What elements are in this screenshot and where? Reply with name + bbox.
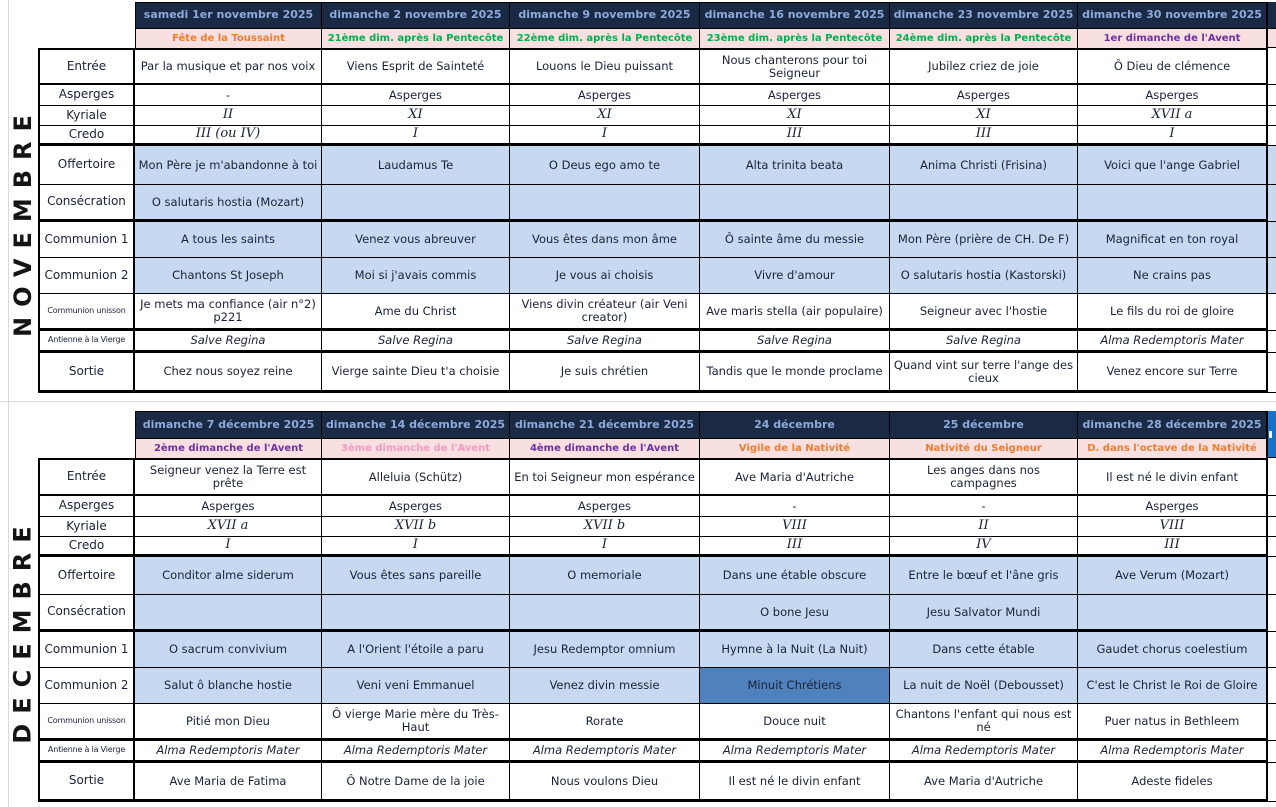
schedule-cell[interactable]: Ne crains pas — [1078, 258, 1268, 294]
schedule-cell[interactable]: Dans cette étable — [890, 632, 1078, 668]
schedule-cell[interactable] — [1078, 185, 1268, 222]
schedule-cell[interactable]: Le fils du roi de gloire — [1078, 294, 1268, 331]
feast-subheader-cell[interactable]: 2ème dimanche de l'Avent — [135, 439, 322, 458]
corner-cell — [38, 29, 135, 48]
schedule-cell[interactable]: Ô vierge Marie mère du Très-Haut — [322, 704, 510, 741]
schedule-cell[interactable]: En toi Seigneur mon espérance — [510, 458, 700, 496]
row-label-cell[interactable]: Kyriale — [38, 106, 135, 126]
schedule-cell[interactable]: I — [510, 126, 700, 146]
schedule-cell[interactable]: IV — [890, 537, 1078, 557]
schedule-cell[interactable] — [322, 595, 510, 632]
schedule-cell[interactable]: Venez vous abreuver — [322, 222, 510, 258]
schedule-cell[interactable]: Vierge sainte Dieu t'a choisie — [322, 353, 510, 393]
schedule-cell[interactable]: Nous chanterons pour toi Seigneur — [700, 48, 890, 85]
schedule-cell[interactable] — [510, 185, 700, 222]
schedule-cell[interactable]: I — [135, 537, 322, 557]
date-header-cell[interactable]: dimanche 14 décembre 2025 — [322, 411, 510, 439]
schedule-cell[interactable]: Minuit Chrétiens — [700, 668, 890, 704]
schedule-cell[interactable]: O salutaris hostia (Kastorski) — [890, 258, 1078, 294]
schedule-cell[interactable]: Alma Redemptoris Mater — [1078, 331, 1268, 353]
feast-subheader-cell[interactable]: 4ème dimanche de l'Avent — [510, 439, 700, 458]
schedule-cell[interactable]: Asperges — [700, 85, 890, 106]
date-header-cell[interactable]: samedi 1er novembre 2025 — [135, 2, 322, 29]
schedule-cell[interactable]: Alta trinita beata — [700, 146, 890, 185]
schedule-cell[interactable]: Mon Père je m'abandonne à toi — [135, 146, 322, 185]
schedule-cell[interactable]: Chez nous soyez reine — [135, 353, 322, 393]
date-header-cell[interactable]: 25 décembre — [890, 411, 1078, 439]
row-label-cell[interactable]: Communion 2 — [38, 258, 135, 294]
schedule-cell[interactable]: Alma Redemptoris Mater — [700, 741, 890, 763]
row-label-cell[interactable]: Asperges — [38, 85, 135, 106]
schedule-cell[interactable]: VIII — [1078, 517, 1268, 537]
schedule-cell[interactable]: Je mets ma confiance (air n°2) p221 — [135, 294, 322, 331]
feast-subheader-cell[interactable]: 24ème dim. après la Pentecôte — [890, 29, 1078, 48]
schedule-cell[interactable]: O memoriale — [510, 557, 700, 595]
schedule-cell[interactable]: Adeste fideles — [1078, 763, 1268, 802]
schedule-cell[interactable]: Salve Regina — [890, 331, 1078, 353]
schedule-cell[interactable]: Asperges — [135, 496, 322, 517]
schedule-cell[interactable]: Viens Esprit de Sainteté — [322, 48, 510, 85]
schedule-cell[interactable]: Jesu Redemptor omnium — [510, 632, 700, 668]
schedule-cell[interactable]: XI — [890, 106, 1078, 126]
schedule-cell[interactable]: II — [890, 517, 1078, 537]
row-label-cell[interactable]: Entrée — [38, 48, 135, 85]
date-header-cell[interactable]: dimanche 9 novembre 2025 — [510, 2, 700, 29]
schedule-cell[interactable]: Alleluia (Schütz) — [322, 458, 510, 496]
partial-next-column — [1268, 2, 1276, 393]
schedule-cell[interactable]: Chantons St Joseph — [135, 258, 322, 294]
schedule-cell[interactable]: Asperges — [1078, 85, 1268, 106]
schedule-cell[interactable]: Ame du Christ — [322, 294, 510, 331]
schedule-cell[interactable]: Dans une étable obscure — [700, 557, 890, 595]
row-label-cell[interactable]: Credo — [38, 126, 135, 146]
schedule-cell[interactable]: Mon Père (prière de CH. De F) — [890, 222, 1078, 258]
feast-subheader-cell[interactable]: Vigile de la Nativité — [700, 439, 890, 458]
schedule-cell[interactable]: Alma Redemptoris Mater — [135, 741, 322, 763]
schedule-cell[interactable]: XVII b — [510, 517, 700, 537]
schedule-cell[interactable]: Voici que l'ange Gabriel — [1078, 146, 1268, 185]
month-table-novembre — [38, 2, 1268, 393]
schedule-cell[interactable]: Salve Regina — [510, 331, 700, 353]
schedule-cell[interactable]: III — [1078, 537, 1268, 557]
row-label-cell[interactable]: Sortie — [38, 353, 135, 393]
schedule-cell[interactable]: Asperges — [890, 85, 1078, 106]
schedule-cell[interactable]: Par la musique et par nos voix — [135, 48, 322, 85]
schedule-cell[interactable]: Chantons l'enfant qui nous est né — [890, 704, 1078, 741]
schedule-cell[interactable]: Gaudet chorus coelestium — [1078, 632, 1268, 668]
schedule-cell[interactable]: XI — [510, 106, 700, 126]
corner-cell — [38, 411, 135, 439]
schedule-cell[interactable]: III — [700, 537, 890, 557]
schedule-cell[interactable]: Salve Regina — [135, 331, 322, 353]
schedule-cell[interactable]: XI — [700, 106, 890, 126]
schedule-cell[interactable]: Vivre d'amour — [700, 258, 890, 294]
schedule-cell[interactable]: Asperges — [510, 85, 700, 106]
schedule-cell[interactable]: La nuit de Noël (Debousset) — [890, 668, 1078, 704]
schedule-cell[interactable]: Salve Regina — [700, 331, 890, 353]
schedule-cell[interactable]: Douce nuit — [700, 704, 890, 741]
schedule-cell[interactable]: Veni veni Emmanuel — [322, 668, 510, 704]
schedule-cell[interactable] — [890, 185, 1078, 222]
schedule-cell[interactable]: XVII b — [322, 517, 510, 537]
schedule-cell[interactable]: III — [700, 126, 890, 146]
month-label — [8, 48, 38, 393]
row-label-cell[interactable]: Communion 2 — [38, 668, 135, 704]
date-header-cell[interactable]: dimanche 23 novembre 2025 — [890, 2, 1078, 29]
schedule-cell[interactable]: Alma Redemptoris Mater — [890, 741, 1078, 763]
schedule-cell[interactable]: Louons le Dieu puissant — [510, 48, 700, 85]
row-label-cell[interactable]: Offertoire — [38, 557, 135, 595]
schedule-cell[interactable]: - — [700, 496, 890, 517]
feast-subheader-cell[interactable]: Fête de la Toussaint — [135, 29, 322, 48]
schedule-cell[interactable]: I — [1078, 126, 1268, 146]
schedule-cell[interactable]: Hymne à la Nuit (La Nuit) — [700, 632, 890, 668]
row-label-cell[interactable]: Entrée — [38, 458, 135, 496]
schedule-cell[interactable]: - — [135, 85, 322, 106]
month-table-decembre — [38, 411, 1268, 802]
schedule-cell[interactable]: II — [135, 106, 322, 126]
schedule-cell[interactable]: Venez encore sur Terre — [1078, 353, 1268, 393]
row-label-cell[interactable]: Communion 1 — [38, 222, 135, 258]
schedule-cell[interactable]: Vous êtes sans pareille — [322, 557, 510, 595]
schedule-cell[interactable]: VIII — [700, 517, 890, 537]
schedule-cell[interactable]: Salve Regina — [322, 331, 510, 353]
date-header-cell[interactable]: dimanche 16 novembre 2025 — [700, 2, 890, 29]
feast-subheader-cell[interactable]: 21ème dim. après la Pentecôte — [322, 29, 510, 48]
schedule-cell[interactable]: Venez divin messie — [510, 668, 700, 704]
date-header-cell[interactable]: dimanche 2 novembre 2025 — [322, 2, 510, 29]
schedule-cell[interactable]: Anima Christi (Frisina) — [890, 146, 1078, 185]
row-label-cell[interactable]: Consécration — [38, 595, 135, 632]
schedule-cell[interactable]: Ô Dieu de clémence — [1078, 48, 1268, 85]
schedule-cell[interactable]: III — [890, 126, 1078, 146]
schedule-cell[interactable]: Pitié mon Dieu — [135, 704, 322, 741]
feast-subheader-cell[interactable]: 22ème dim. après la Pentecôte — [510, 29, 700, 48]
schedule-cell[interactable]: Asperges — [510, 496, 700, 517]
feast-subheader-cell[interactable]: 23ème dim. après la Pentecôte — [700, 29, 890, 48]
row-label-cell[interactable]: Antienne à la Vierge — [38, 331, 135, 353]
schedule-cell[interactable]: - — [890, 496, 1078, 517]
schedule-cell[interactable] — [700, 185, 890, 222]
schedule-cell[interactable]: O sacrum convivium — [135, 632, 322, 668]
schedule-cell[interactable]: I — [510, 537, 700, 557]
schedule-cell[interactable]: Alma Redemptoris Mater — [1078, 741, 1268, 763]
row-label-cell[interactable]: Communion 1 — [38, 632, 135, 668]
schedule-cell[interactable]: A l'Orient l'étoile a paru — [322, 632, 510, 668]
schedule-cell[interactable]: Rorate — [510, 704, 700, 741]
corner-cell — [38, 2, 135, 29]
schedule-cell[interactable]: Ave Maria d'Autriche — [890, 763, 1078, 802]
row-label-cell[interactable]: Consécration — [38, 185, 135, 222]
schedule-cell[interactable] — [135, 595, 322, 632]
schedule-cell[interactable]: Moi si j'avais commis — [322, 258, 510, 294]
feast-subheader-cell[interactable]: D. dans l'octave de la Nativité — [1078, 439, 1268, 458]
schedule-cell[interactable]: Puer natus in Bethleem — [1078, 704, 1268, 741]
schedule-cell[interactable]: O bone Jesu — [700, 595, 890, 632]
schedule-cell[interactable]: Viens divin créateur (air Veni creator) — [510, 294, 700, 331]
schedule-cell[interactable]: C'est le Christ le Roi de Gloire — [1078, 668, 1268, 704]
schedule-cell[interactable] — [322, 185, 510, 222]
month-label — [8, 458, 38, 802]
row-label-cell[interactable]: Communion unisson — [38, 294, 135, 331]
schedule-cell[interactable]: Seigneur avec l'hostie — [890, 294, 1078, 331]
date-header-cell[interactable]: dimanche 21 décembre 2025 — [510, 411, 700, 439]
schedule-cell[interactable]: Asperges — [322, 85, 510, 106]
schedule-cell[interactable]: Asperges — [1078, 496, 1268, 517]
date-header-cell[interactable]: dimanche 7 décembre 2025 — [135, 411, 322, 439]
schedule-cell[interactable] — [510, 595, 700, 632]
row-label-cell[interactable]: Kyriale — [38, 517, 135, 537]
schedule-cell[interactable]: Ave maris stella (air populaire) — [700, 294, 890, 331]
row-label-cell[interactable]: Antienne à la Vierge — [38, 741, 135, 763]
schedule-cell[interactable]: XVII a — [1078, 106, 1268, 126]
schedule-cell[interactable]: Conditor alme siderum — [135, 557, 322, 595]
row-label-cell[interactable]: Credo — [38, 537, 135, 557]
corner-cell — [38, 439, 135, 458]
schedule-cell[interactable]: Il est né le divin enfant — [1078, 458, 1268, 496]
schedule-cell[interactable]: III (ou IV) — [135, 126, 322, 146]
row-label-cell[interactable]: Communion unisson — [38, 704, 135, 741]
sliver-text-fragment — [1269, 431, 1272, 438]
row-label-cell[interactable]: Asperges — [38, 496, 135, 517]
schedule-cell[interactable]: Ave Maria de Fatima — [135, 763, 322, 802]
schedule-cell[interactable]: Ave Maria d'Autriche — [700, 458, 890, 496]
schedule-cell[interactable]: Il est né le divin enfant — [700, 763, 890, 802]
schedule-cell[interactable]: Alma Redemptoris Mater — [510, 741, 700, 763]
schedule-cell[interactable]: I — [322, 126, 510, 146]
partial-next-column — [1268, 411, 1276, 802]
schedule-cell[interactable]: Magnificat en ton royal — [1078, 222, 1268, 258]
schedule-cell[interactable]: Nous voulons Dieu — [510, 763, 700, 802]
feast-subheader-cell[interactable]: Nativité du Seigneur — [890, 439, 1078, 458]
schedule-cell[interactable]: Je suis chrétien — [510, 353, 700, 393]
gap-gridline — [0, 401, 1276, 402]
row-label-cell[interactable]: Offertoire — [38, 146, 135, 185]
schedule-cell[interactable]: Jubilez criez de joie — [890, 48, 1078, 85]
schedule-cell[interactable]: Tandis que le monde proclame — [700, 353, 890, 393]
schedule-cell[interactable]: Je vous ai choisis — [510, 258, 700, 294]
schedule-cell[interactable]: Jesu Salvator Mundi — [890, 595, 1078, 632]
schedule-cell[interactable]: Asperges — [322, 496, 510, 517]
schedule-cell[interactable]: XVII a — [135, 517, 322, 537]
month-label-text: NOVEMBRE — [9, 104, 37, 337]
schedule-cell[interactable]: Les anges dans nos campagnes — [890, 458, 1078, 496]
schedule-cell[interactable]: O Deus ego amo te — [510, 146, 700, 185]
schedule-cell[interactable]: Salut ô blanche hostie — [135, 668, 322, 704]
schedule-cell[interactable]: Ave Verum (Mozart) — [1078, 557, 1268, 595]
schedule-cell[interactable]: A tous les saints — [135, 222, 322, 258]
schedule-cell[interactable]: Quand vint sur terre l'ange des cieux — [890, 353, 1078, 393]
schedule-cell[interactable]: Seigneur venez la Terre est prête — [135, 458, 322, 496]
schedule-cell[interactable]: XI — [322, 106, 510, 126]
schedule-cell[interactable]: Ô sainte âme du messie — [700, 222, 890, 258]
schedule-cell[interactable]: O salutaris hostia (Mozart) — [135, 185, 322, 222]
row-label-cell[interactable]: Sortie — [38, 763, 135, 802]
date-header-cell[interactable]: 24 décembre — [700, 411, 890, 439]
schedule-cell[interactable]: Entre le bœuf et l'âne gris — [890, 557, 1078, 595]
feast-subheader-cell[interactable]: 1er dimanche de l'Avent — [1078, 29, 1268, 48]
date-header-cell[interactable]: dimanche 28 décembre 2025 — [1078, 411, 1268, 439]
month-label-text: DECEMBRE — [9, 516, 37, 744]
schedule-cell[interactable] — [1078, 595, 1268, 632]
date-header-cell[interactable]: dimanche 30 novembre 2025 — [1078, 2, 1268, 29]
schedule-cell[interactable]: I — [322, 537, 510, 557]
schedule-cell[interactable]: Ô Notre Dame de la joie — [322, 763, 510, 802]
schedule-cell[interactable]: Alma Redemptoris Mater — [322, 741, 510, 763]
schedule-cell[interactable]: Laudamus Te — [322, 146, 510, 185]
schedule-cell[interactable]: Vous êtes dans mon âme — [510, 222, 700, 258]
feast-subheader-cell[interactable]: 3ème dimanche de l'Avent — [322, 439, 510, 458]
